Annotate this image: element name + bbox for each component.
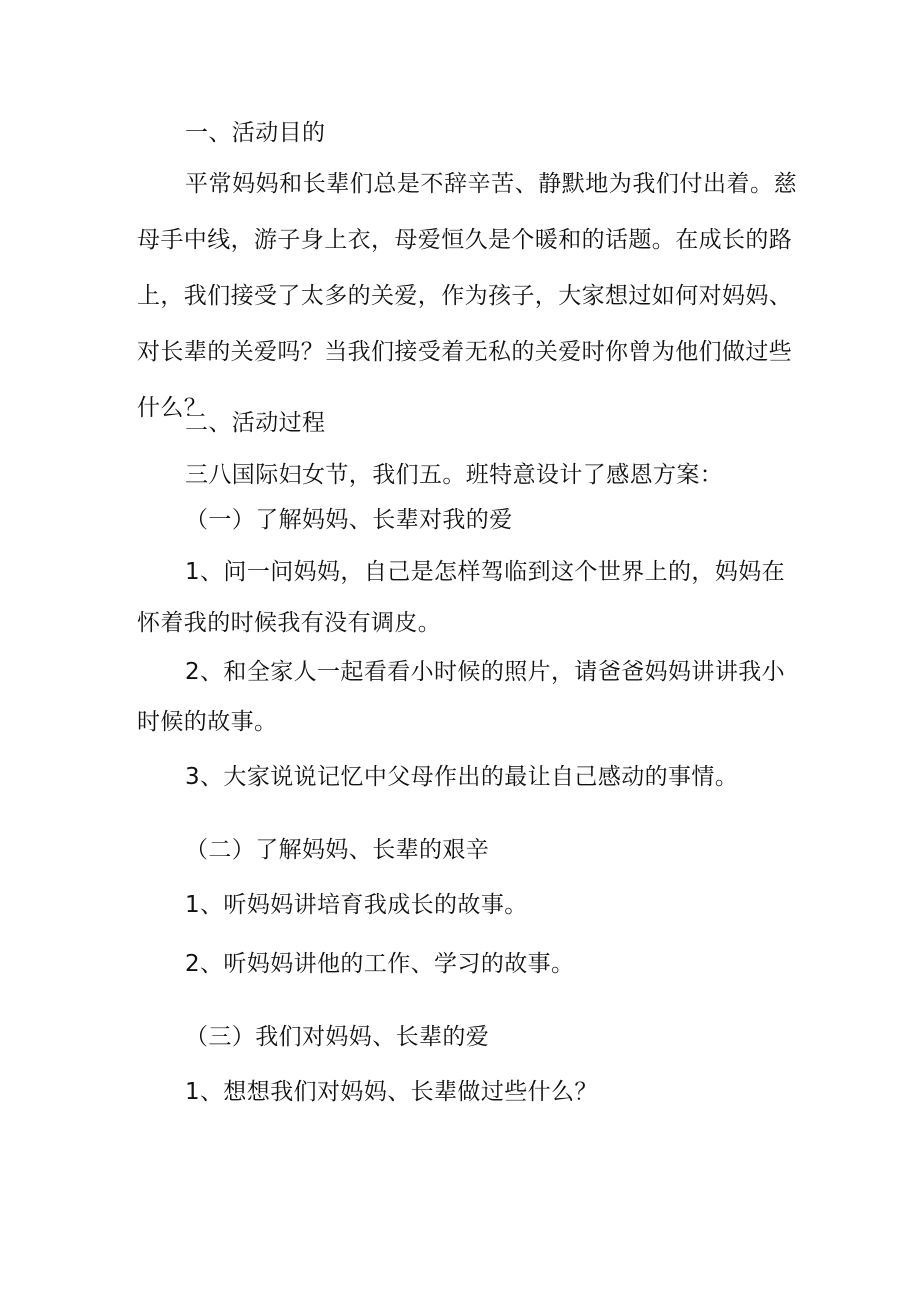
sub1-item-1-line-1: 1、问一问妈妈，自己是怎样驾临到这个世界上的，妈妈在 — [185, 559, 786, 585]
section-heading-process: 二、活动过程 — [185, 410, 326, 436]
sub2-item-2: 2、听妈妈讲他的工作、学习的故事。 — [185, 951, 575, 977]
purpose-line-5: 什么？ — [137, 395, 208, 421]
subsection-heading-1: （一）了解妈妈、长辈对我的爱 — [185, 507, 513, 533]
sub1-item-3: 3、大家说说记忆中父母作出的最让自己感动的事情。 — [185, 764, 739, 790]
sub2-item-1: 1、听妈妈讲培育我成长的故事。 — [185, 892, 528, 918]
purpose-line-1: 平常妈妈和长辈们总是不辞辛苦、静默地为我们付出着。慈 — [185, 171, 797, 197]
subsection-heading-3: （三）我们对妈妈、长辈的爱 — [185, 1024, 490, 1050]
subsection-heading-2: （二）了解妈妈、长辈的艰辛 — [185, 837, 490, 863]
sub1-item-1-line-2: 怀着我的时候我有没有调皮。 — [137, 610, 442, 636]
purpose-line-4: 对长辈的关爱吗？当我们接受着无私的关爱时你曾为他们做过些 — [137, 339, 793, 365]
purpose-line-2: 母手中线，游子身上衣，母爱恒久是个暖和的话题。在成长的路 — [137, 227, 793, 253]
sub1-item-2-line-1: 2、和全家人一起看看小时候的照片，请爸爸妈妈讲讲我小 — [185, 659, 786, 685]
purpose-paragraph — [137, 156, 797, 436]
purpose-line-3: 上，我们接受了太多的关爱，作为孩子，大家想过如何对妈妈、 — [137, 283, 793, 309]
sub3-item-1: 1、想想我们对妈妈、长辈做过些什么？ — [185, 1079, 598, 1105]
sub1-item-2-line-2: 时候的故事。 — [137, 709, 278, 735]
process-intro: 三八国际妇女节，我们五。班特意设计了感恩方案： — [185, 462, 724, 488]
section-heading-purpose: 一、活动目的 — [185, 120, 326, 146]
